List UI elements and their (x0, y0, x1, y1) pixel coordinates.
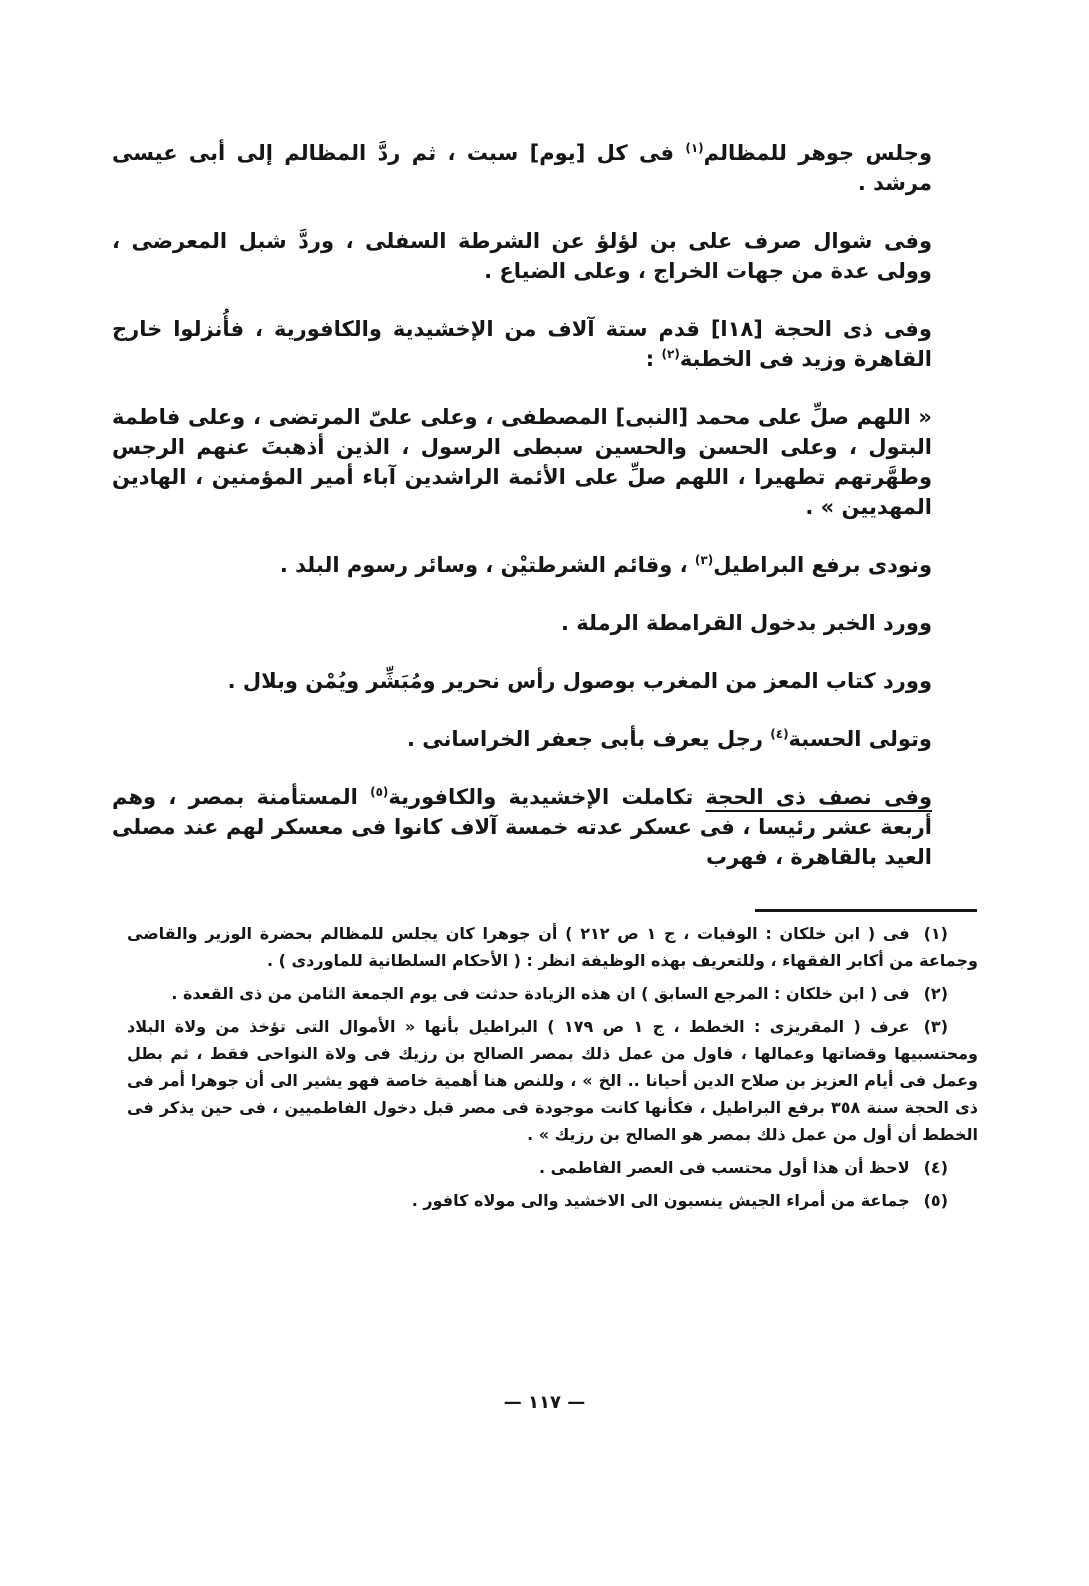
paragraph (112, 608, 978, 638)
footnote-reference: (٤) (770, 727, 789, 741)
main-text (112, 138, 978, 872)
text-run: وورد كتاب المعز من المغرب بوصول رأس نحرير ومُبَشِّر ويُمْن وبلال . (227, 669, 932, 693)
footnote-reference: (٥) (370, 785, 389, 799)
text-run: وورد الخبر بدخول القرامطة الرملة . (560, 611, 932, 635)
footnote-text: جماعة من أمراء الجيش ينسبون الى الاخشيد والى مولاه كافور . (411, 1191, 910, 1210)
paragraph (112, 666, 978, 696)
text-run: وتولى الحسبة (788, 727, 932, 751)
footnote (127, 980, 978, 1007)
text-run: : (645, 347, 662, 371)
footnote-number: (٤) (923, 1158, 948, 1177)
footnote-number: (٥) (923, 1191, 948, 1210)
paragraph (112, 724, 978, 754)
text-run: فى كل [يوم] سبت ، ثم ردَّ المظالم إلى أبى عيسى مرشد . (112, 141, 932, 195)
text-run: وفى شوال صرف على بن لؤلؤ عن الشرطة السفلى ، وردَّ شبل المعرضى ، وولى عدة من جهات الخراج ، وعلى الضياع . (112, 229, 932, 283)
footnote (127, 1187, 978, 1214)
footnote-reference: (٣) (694, 553, 714, 567)
paragraph (112, 314, 978, 374)
text-run: وفى ذى الحجة [١٨ا] قدم ستة آلاف من الإخشيدية والكافورية ، فأُنزلوا خارج القاهرة وزيد فى الخطبة (112, 317, 932, 371)
footnotes (127, 920, 978, 1220)
footnote-reference: (٢) (661, 347, 680, 361)
text-run: وجلس جوهر للمظالم (703, 141, 932, 165)
paragraph (112, 550, 978, 580)
text-run: « اللهم صلِّ على محمد [النبى] المصطفى ، وعلى علىّ المرتضى ، وعلى فاطمة البتول ، وعلى الحسن والحسين سبطى الرسول ، الذين أذهبتَ عنهم الرجس وطهَّرتهم تطهيرا ، اللهم صلِّ على الأئمة الراشدين آباء أمير المؤمنين ، الهادين المهديين » . (112, 405, 932, 519)
text-run: ونودى برفع البراطيل (713, 553, 932, 577)
footnote-text: فى ( ابن خلكان : المرجع السابق ) ان هذه الزيادة حدثت فى يوم الجمعة الثامن من ذى القعدة . (171, 984, 910, 1003)
paragraph (112, 402, 978, 522)
footnote (127, 1154, 978, 1181)
paragraph (112, 138, 978, 198)
paragraph (112, 782, 978, 872)
text-run: تكاملت الإخشيدية والكافورية (388, 785, 706, 809)
footnote (127, 1013, 978, 1148)
footnote-number: (٣) (923, 1017, 948, 1036)
footnote (127, 920, 978, 974)
text-run: رجل يعرف بأبى جعفر الخراسانى . (407, 727, 771, 751)
text-run: المستأمنة بمصر ، وهم أربعة عشر رئيسا ، فى عسكر عدته خمسة آلاف كانوا فى معسكر لهم عند مصلى العيد بالقاهرة ، فهرب (112, 785, 932, 869)
footnote-number: (٢) (923, 984, 948, 1003)
footnote-reference: (١) (685, 141, 704, 155)
footnote-text: عرف ( المقريزى : الخطط ، ج ١ ص ١٧٩ ) البراطيل بأنها « الأموال التى تؤخذ من ولاة البلاد ومحتسبيها وقضاتها وعمالها ، فاول من عمل ذلك بمصر الصالح بن رزيك فى ولاة النواحى فقط ، ثم بطل وعمل فى أيام العزيز بن صلاح الدين أحيانا .. الخ » ، وللنص هنا أهمية خاصة فهو يشير الى أن جوهرا أمر فى ذى الحجة سنة ٣٥٨ برفع البراطيل ، فكأنها كانت موجودة فى مصر قبل دخول الفاطميين ، فى حين يذكر فى الخطط أن أول من عمل ذلك بمصر هو الصالح بن رزيك » . (127, 1017, 979, 1144)
page-number: — ١١٧ — (503, 1392, 586, 1413)
underlined-text: وفى نصف ذى الحجة (705, 785, 932, 809)
paragraph (112, 226, 978, 286)
footnote-separator (755, 909, 977, 912)
footnote-number: (١) (923, 924, 948, 943)
footnote-text: فى ( ابن خلكان : الوفيات ، ج ١ ص ٢١٢ ) أن جوهرا كان يجلس للمظالم بحضرة الوزير والقاضى وجماعة من أكابر الفقهاء ، وللتعريف بهذه الوظيفة انظر : ( الأحكام السلطانية للماوردى ) . (127, 924, 978, 970)
text-run: ، وقائم الشرطتيْن ، وسائر رسوم البلد . (279, 553, 695, 577)
footnote-text: لاحظ أن هذا أول محتسب فى العصر الفاطمى . (539, 1158, 910, 1177)
